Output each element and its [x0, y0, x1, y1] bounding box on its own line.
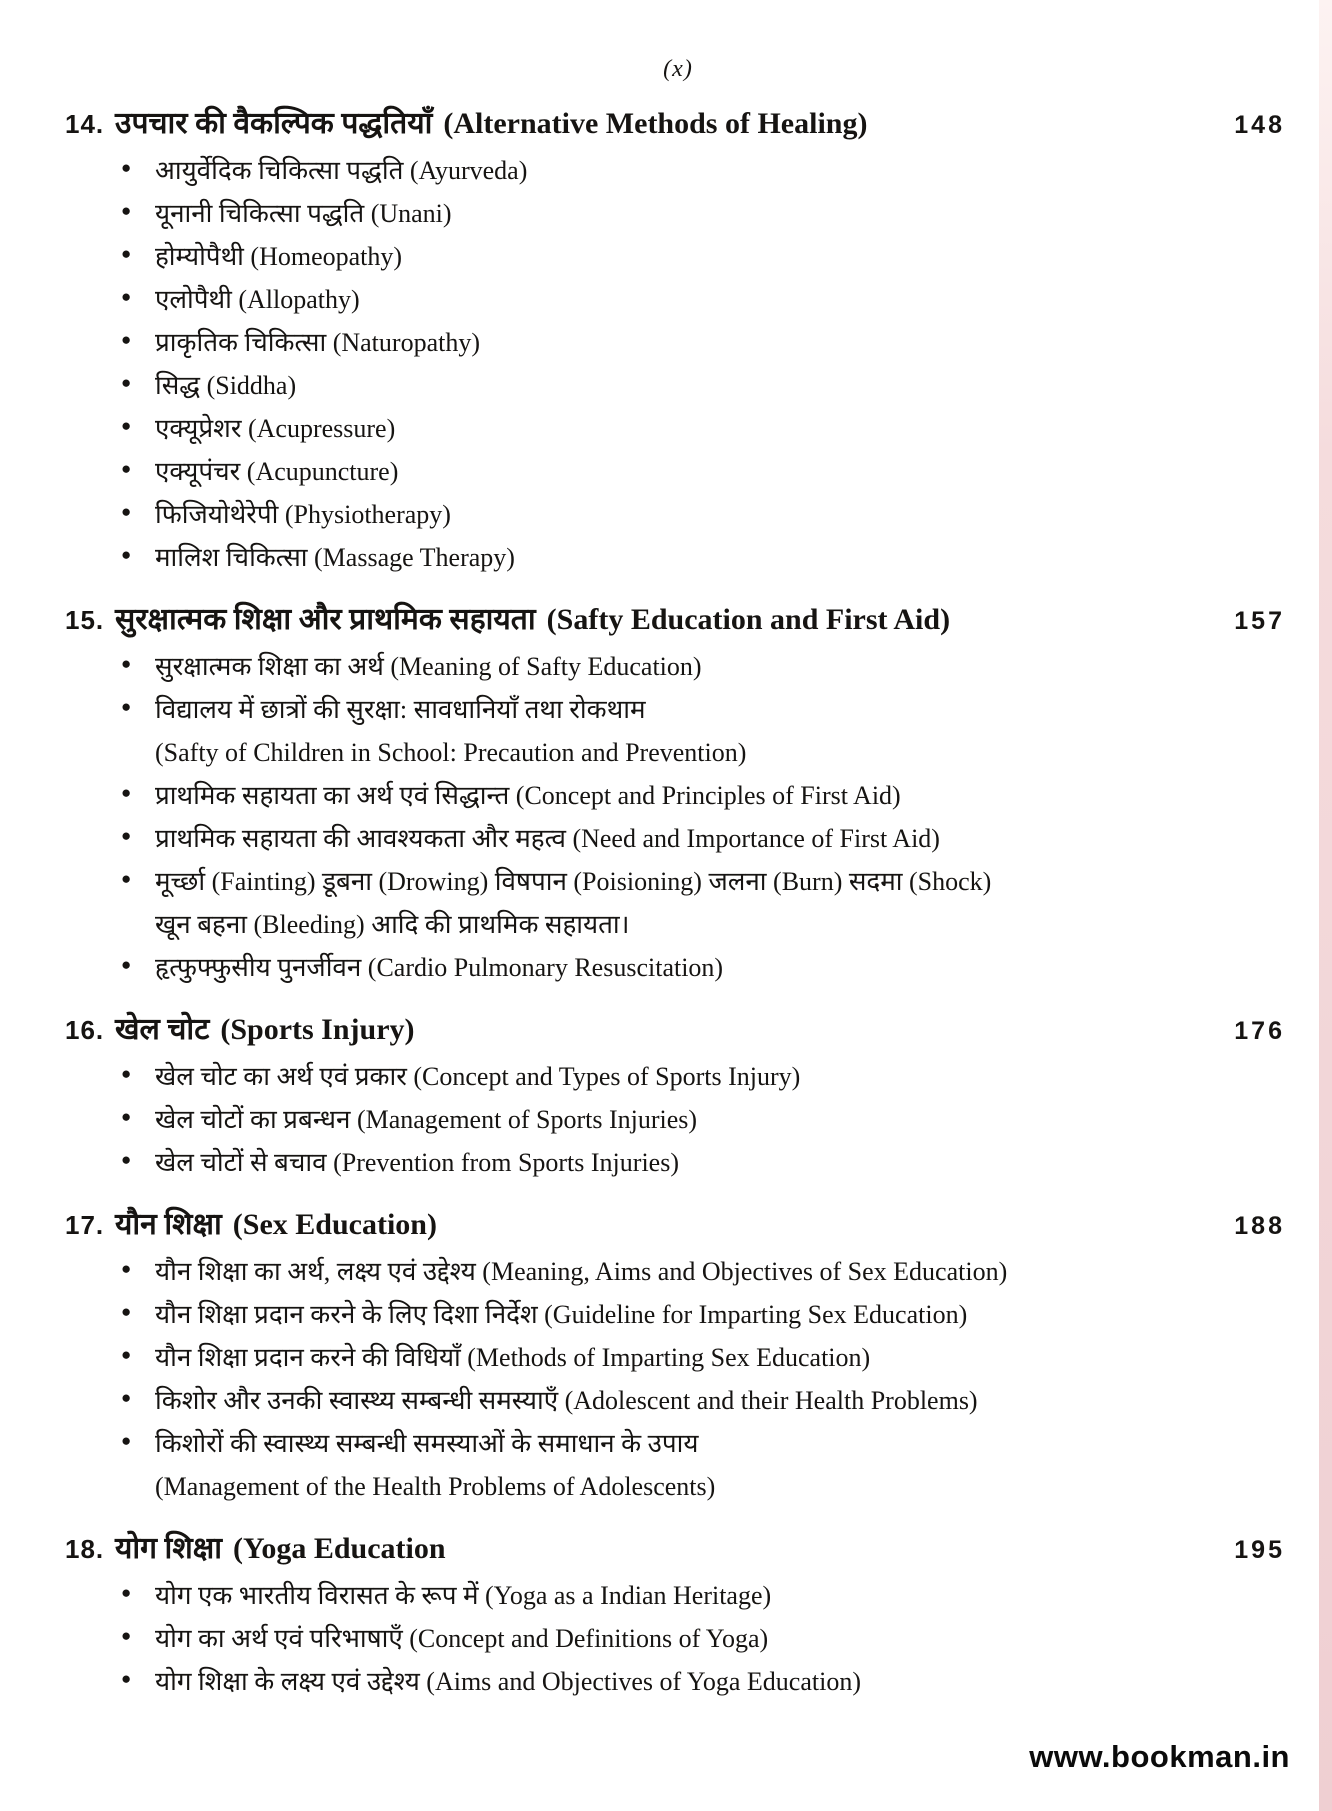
toc-item	[65, 1422, 1285, 1465]
chapter-heading	[65, 100, 1285, 149]
toc-item	[65, 645, 1285, 688]
bullet-icon: ●	[121, 1431, 132, 1450]
chapter-title-english: (Alternative Methods of Healing)	[443, 107, 868, 140]
toc-item-text: विद्यालय में छात्रों की सुरक्षा: सावधानियाँ तथा रोकथाम	[155, 695, 646, 724]
bullet-icon: ●	[121, 545, 132, 564]
toc-item	[65, 1098, 1285, 1141]
toc-item-text: आयुर्वेदिक चिकित्सा पद्धति (Ayurveda)	[155, 156, 528, 185]
toc-item	[65, 1617, 1285, 1660]
toc-item-text: प्राथमिक सहायता का अर्थ एवं सिद्धान्त (Concept and Principles of First Aid)	[155, 781, 901, 810]
toc-item-text: यौन शिक्षा प्रदान करने के लिए दिशा निर्देश (Guideline for Imparting Sex Education)	[155, 1300, 968, 1329]
chapter-heading	[65, 1525, 1285, 1574]
toc-item-text: योग एक भारतीय विरासत के रूप में (Yoga as a Indian Heritage)	[155, 1581, 772, 1610]
toc-item	[65, 1250, 1285, 1293]
toc-item-continuation	[65, 1465, 1285, 1508]
bullet-icon: ●	[121, 955, 132, 974]
bullet-icon: ●	[121, 1107, 132, 1126]
toc-item-text: हृत्फुफ्फुसीय पुनर्जीवन (Cardio Pulmonary Resuscitation)	[155, 953, 724, 982]
toc-item-text: एक्यूपंचर (Acupuncture)	[155, 457, 399, 486]
toc-item-text: यौन शिक्षा का अर्थ, लक्ष्य एवं उद्देश्य (Meaning, Aims and Objectives of Sex Education)	[155, 1257, 1008, 1286]
toc-item	[65, 450, 1285, 493]
toc-item-text: योग का अर्थ एवं परिभाषाएँ (Concept and Definitions of Yoga)	[155, 1624, 769, 1653]
toc-item	[65, 493, 1285, 536]
toc-item-text: सुरक्षात्मक शिक्षा का अर्थ (Meaning of Safty Education)	[155, 652, 702, 681]
bullet-icon: ●	[121, 869, 132, 888]
chapter-number: 17.	[65, 1210, 105, 1240]
toc-item-text: यूनानी चिकित्सा पद्धति (Unani)	[155, 199, 452, 228]
chapter-page-number: 157	[1234, 607, 1285, 635]
bullet-icon: ●	[121, 502, 132, 521]
toc-chapter	[65, 596, 1285, 989]
chapter-number: 14.	[65, 109, 105, 139]
chapter-title-hindi: खेल चोट	[115, 1013, 210, 1046]
toc-item-text: खून बहना (Bleeding) आदि की प्राथमिक सहायता।	[155, 910, 630, 939]
toc-item-text: किशोर और उनकी स्वास्थ्य सम्बन्धी समस्याएँ (Adolescent and their Health Problems)	[155, 1386, 978, 1415]
toc-item	[65, 149, 1285, 192]
chapter-number: 15.	[65, 605, 105, 635]
page-folio: (x)	[663, 56, 693, 82]
toc-item-text: किशोरों की स्वास्थ्य सम्बन्धी समस्याओं के समाधान के उपाय	[155, 1429, 699, 1458]
bullet-icon: ●	[121, 654, 132, 673]
toc-item-text: प्राथमिक सहायता की आवश्यकता और महत्व (Need and Importance of First Aid)	[155, 824, 940, 853]
toc-item	[65, 407, 1285, 450]
chapter-title-english: (Safty Education and First Aid)	[546, 603, 951, 636]
toc-item-text: खेल चोटों से बचाव (Prevention from Sports Injuries)	[155, 1148, 679, 1177]
bullet-icon: ●	[121, 1583, 132, 1602]
toc-item-text: यौन शिक्षा प्रदान करने की विधियाँ (Methods of Imparting Sex Education)	[155, 1343, 871, 1372]
toc-chapters	[65, 100, 1285, 1703]
bullet-icon: ●	[121, 1302, 132, 1321]
toc-item	[65, 1379, 1285, 1422]
bullet-icon: ●	[121, 1150, 132, 1169]
toc-item	[65, 1336, 1285, 1379]
watermark-url: www.bookman.in	[1029, 1739, 1290, 1774]
toc-item	[65, 860, 1285, 903]
chapter-title-hindi: योग शिक्षा	[115, 1532, 223, 1565]
bullet-icon: ●	[121, 244, 132, 263]
bullet-icon: ●	[121, 1626, 132, 1645]
toc-item	[65, 774, 1285, 817]
bullet-icon: ●	[121, 1669, 132, 1688]
chapter-heading	[65, 596, 1285, 645]
bullet-icon: ●	[121, 1064, 132, 1083]
chapter-number: 18.	[65, 1534, 105, 1564]
toc-item-continuation	[65, 731, 1285, 774]
chapter-page-number: 188	[1234, 1212, 1285, 1240]
toc-item	[65, 817, 1285, 860]
bullet-icon: ●	[121, 373, 132, 392]
chapter-heading	[65, 1201, 1285, 1250]
toc-item-text: एलोपैथी (Allopathy)	[155, 285, 360, 314]
toc-item	[65, 946, 1285, 989]
chapter-title-hindi: सुरक्षात्मक शिक्षा और प्राथमिक सहायता	[115, 603, 536, 636]
toc-item-text: होम्योपैथी (Homeopathy)	[155, 242, 403, 271]
toc-item-text: एक्यूप्रेशर (Acupressure)	[155, 414, 396, 443]
chapter-page-number: 195	[1234, 1536, 1285, 1564]
toc-chapter	[65, 1006, 1285, 1184]
toc-item-text: (Management of the Health Problems of Adolescents)	[155, 1472, 716, 1501]
toc-chapter	[65, 1201, 1285, 1508]
toc-item	[65, 1141, 1285, 1184]
toc-item	[65, 321, 1285, 364]
bullet-icon: ●	[121, 158, 132, 177]
chapter-title-hindi: उपचार की वैकल्पिक पद्धतियाँ	[115, 107, 433, 140]
bullet-icon: ●	[121, 697, 132, 716]
toc-item-text: सिद्ध (Siddha)	[155, 371, 297, 400]
chapter-page-number: 176	[1234, 1017, 1285, 1045]
toc-chapter	[65, 1525, 1285, 1703]
toc-item-continuation	[65, 903, 1285, 946]
bullet-icon: ●	[121, 201, 132, 220]
toc-item-text: खेल चोट का अर्थ एवं प्रकार (Concept and Types of Sports Injury)	[155, 1062, 801, 1091]
bullet-icon: ●	[121, 1259, 132, 1278]
toc-item	[65, 688, 1285, 731]
toc-item-text: (Safty of Children in School: Precaution and Prevention)	[155, 738, 747, 767]
bullet-icon: ●	[121, 1388, 132, 1407]
toc-item-text: मालिश चिकित्सा (Massage Therapy)	[155, 543, 515, 572]
bullet-icon: ●	[121, 416, 132, 435]
toc-item	[65, 192, 1285, 235]
toc-item	[65, 1574, 1285, 1617]
chapter-title-english: (Sex Education)	[232, 1208, 437, 1241]
chapter-number: 16.	[65, 1015, 105, 1045]
toc-item	[65, 278, 1285, 321]
chapter-title-hindi: यौन शिक्षा	[115, 1208, 222, 1241]
toc-item-text: फिजियोथेरेपी (Physiotherapy)	[155, 500, 451, 529]
toc-item	[65, 1055, 1285, 1098]
bullet-icon: ●	[121, 1345, 132, 1364]
toc-item-text: प्राकृतिक चिकित्सा (Naturopathy)	[155, 328, 480, 357]
scan-page-edge	[1319, 0, 1332, 1811]
chapter-page-number: 148	[1234, 111, 1285, 139]
toc-item-text: खेल चोटों का प्रबन्धन (Management of Sports Injuries)	[155, 1105, 698, 1134]
toc-item	[65, 1293, 1285, 1336]
chapter-title-english: (Yoga Education	[233, 1532, 446, 1565]
bullet-icon: ●	[121, 783, 132, 802]
toc-item-text: योग शिक्षा के लक्ष्य एवं उद्देश्य (Aims and Objectives of Yoga Education)	[155, 1667, 861, 1696]
toc-chapter	[65, 100, 1285, 579]
toc-item-text: मूर्च्छा (Fainting) डूबना (Drowing) विषपान (Poisioning) जलना (Burn) सदमा (Shock)	[155, 867, 992, 896]
chapter-heading	[65, 1006, 1285, 1055]
bullet-icon: ●	[121, 459, 132, 478]
chapter-title-english: (Sports Injury)	[220, 1013, 415, 1046]
toc-item	[65, 235, 1285, 278]
bullet-icon: ●	[121, 330, 132, 349]
toc-item	[65, 536, 1285, 579]
toc-item	[65, 364, 1285, 407]
toc-item	[65, 1660, 1285, 1703]
bullet-icon: ●	[121, 287, 132, 306]
bullet-icon: ●	[121, 826, 132, 845]
